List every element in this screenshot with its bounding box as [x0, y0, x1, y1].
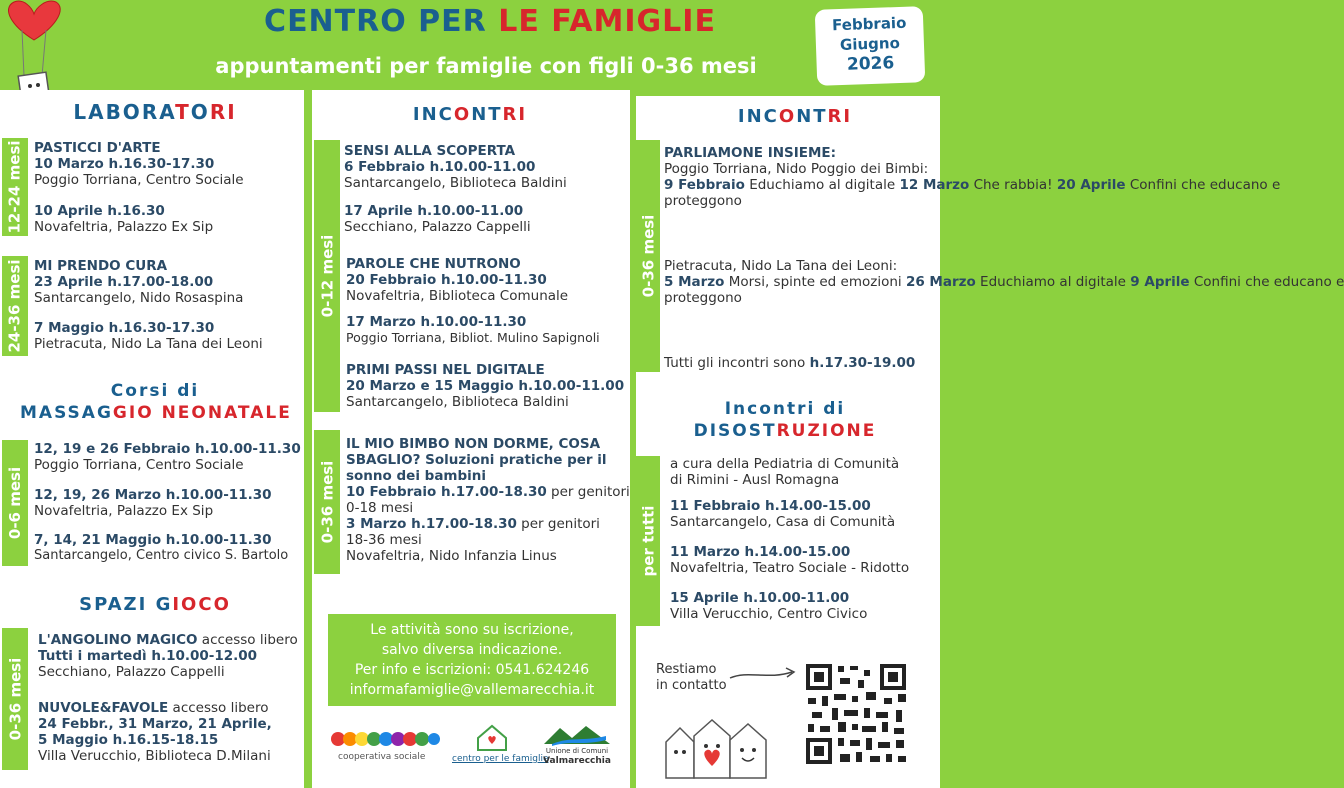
contact-text: Restiamo in contatto — [656, 662, 727, 693]
age-tab-0-36-parliamone: 0-36 mesi — [636, 140, 660, 372]
centro-famiglie-logo: centro per le famiglie — [452, 722, 532, 766]
age-tab-0-36-incontri: 0-36 mesi — [314, 430, 340, 574]
event-nuvole-favole: NUVOLE&FAVOLE accesso libero 24 Febbr., 31 Marzo, 21 Aprile, 5 Maggio h.16.15-18.15 Villa Verucchio, Biblioteca D.Milani — [38, 700, 272, 764]
event-disostruzione-3: 15 Aprile h.10.00-11.00 Villa Verucchio, Centro Civico — [670, 590, 868, 622]
houses-illustration-icon — [660, 706, 790, 782]
unione-comuni-logo: Unione di Comuni Valmarecchia — [542, 722, 612, 768]
event-mio-bimbo: IL MIO BIMBO NON DORME, COSA SBAGLIO? Soluzioni pratiche per il sonno dei bambini 10 Febbraio h.17.00-18.30 per genitori 0-18 mesi 3 Marzo h.17.00-18.30 per genitori 18-36 mesi Novafeltria, Nido Infanzia Linus — [346, 436, 630, 564]
date-line-2: Giugno — [839, 33, 901, 55]
millepiedi-icon — [330, 728, 440, 750]
age-tab-0-36-spazi: 0-36 mesi — [2, 628, 28, 770]
event-pasticci: PASTICCI D'ARTE 10 Marzo h.16.30-17.30 Poggio Torriana, Centro Sociale — [34, 140, 244, 188]
age-tab-per-tutti: per tutti — [636, 456, 660, 626]
section-title-spazi-gioco: SPAZI GIOCO — [79, 594, 231, 615]
disostruzione-intro: a cura della Pediatria di Comunità di Rimini - Ausl Romagna — [670, 456, 900, 488]
event-massaggio-3: 7, 14, 21 Maggio h.10.00-11.30 Santarcangelo, Centro civico S. Bartolo — [34, 532, 289, 563]
page-subtitle: appuntamenti per famiglie con figli 0-36 mesi — [215, 54, 757, 78]
date-line-1: Febbraio — [831, 13, 907, 35]
age-tab-0-6: 0-6 mesi — [2, 440, 28, 566]
column-laboratori — [0, 90, 304, 788]
section-title-laboratori: LABORATORI — [73, 100, 237, 124]
event-primi-passi: PRIMI PASSI NEL DIGITALE 20 Marzo e 15 Maggio h.10.00-11.00 Santarcangelo, Biblioteca Baldini — [346, 362, 625, 410]
event-disostruzione-1: 11 Febbraio h.14.00-15.00 Santarcangelo, Casa di Comunità — [670, 498, 896, 530]
email-link[interactable]: informafamiglie@vallemarecchia.it — [349, 682, 595, 698]
event-angolino-magico: L'ANGOLINO MAGICO accesso libero Tutti i martedì h.10.00-12.00 Secchiano, Palazzo Cappelli — [38, 632, 298, 680]
section-title-massaggio: Corsi di MASSAGGIO NEONATALE — [20, 381, 292, 423]
house-icon — [452, 722, 532, 752]
date-line-3: 2026 — [846, 53, 895, 75]
section-title-incontri-1: INCONTRI — [412, 104, 528, 125]
event-pasticci-2: 10 Aprile h.16.30 Novafeltria, Palazzo Ex Sip — [34, 203, 214, 235]
event-massaggio-1: 12, 19 e 26 Febbraio h.10.00-11.30 Poggio Torriana, Centro Sociale — [34, 441, 301, 473]
section-title-disostruzione: Incontri di DISOSTRUZIONE — [693, 399, 877, 441]
age-tab-0-12: 0-12 mesi — [314, 140, 340, 412]
event-sensi-scoperta: SENSI ALLA SCOPERTA 6 Febbraio h.10.00-11.00 Santarcangelo, Biblioteca Baldini — [344, 143, 567, 191]
event-parole-nutrono: PAROLE CHE NUTRONO 20 Febbraio h.10.00-11.30 Novafeltria, Biblioteca Comunale — [346, 256, 569, 304]
event-parliamone: PARLIAMONE INSIEME: Poggio Torriana, Nido Poggio dei Bimbi: 9 Febbraio Educhiamo al digitale 12 Marzo Che rabbia! 20 Aprile Confini che educano e proteggono — [664, 145, 1281, 209]
arrow-icon — [728, 664, 798, 684]
valley-icon — [542, 722, 612, 746]
age-tab-24-36: 24-36 mesi — [2, 256, 28, 356]
event-parole-nutrono-2: 17 Marzo h.10.00-11.30 Poggio Torriana, Bibliot. Mulino Sapignoli — [346, 314, 600, 345]
info-box: Le attività sono su iscrizione, salvo diversa indicazione. Per info e iscrizioni: 0541.624246 informafamiglie@vallemarecchia.it — [328, 614, 616, 706]
section-title-incontri-2: INCONTRI — [737, 106, 853, 127]
event-mi-prendo-cura-2: 7 Maggio h.16.30-17.30 Pietracuta, Nido La Tana dei Leoni — [34, 320, 263, 352]
event-mi-prendo-cura: MI PRENDO CURA 23 Aprile h.17.00-18.00 Santarcangelo, Nido Rosaspina — [34, 258, 244, 306]
qr-code-icon[interactable] — [804, 662, 908, 766]
event-parliamone-2: Pietracuta, Nido La Tana dei Leoni: 5 Marzo Morsi, spinte ed emozioni 26 Marzo Educhiamo al digitale 9 Aprile Confini che educano e proteggono — [664, 258, 1344, 306]
millepiedi-logo: cooperativa sociale — [330, 728, 440, 768]
event-disostruzione-2: 11 Marzo h.14.00-15.00 Novafeltria, Teatro Sociale - Ridotto — [670, 544, 910, 576]
date-badge — [815, 6, 926, 86]
page-title: CENTRO PER LE FAMIGLIE — [264, 4, 716, 39]
event-sensi-scoperta-2: 17 Aprile h.10.00-11.00 Secchiano, Palazzo Cappelli — [344, 203, 531, 235]
parliamone-hours: Tutti gli incontri sono h.17.30-19.00 — [664, 355, 916, 371]
age-tab-12-24: 12-24 mesi — [2, 138, 28, 236]
event-massaggio-2: 12, 19, 26 Marzo h.10.00-11.30 Novafeltria, Palazzo Ex Sip — [34, 487, 272, 519]
